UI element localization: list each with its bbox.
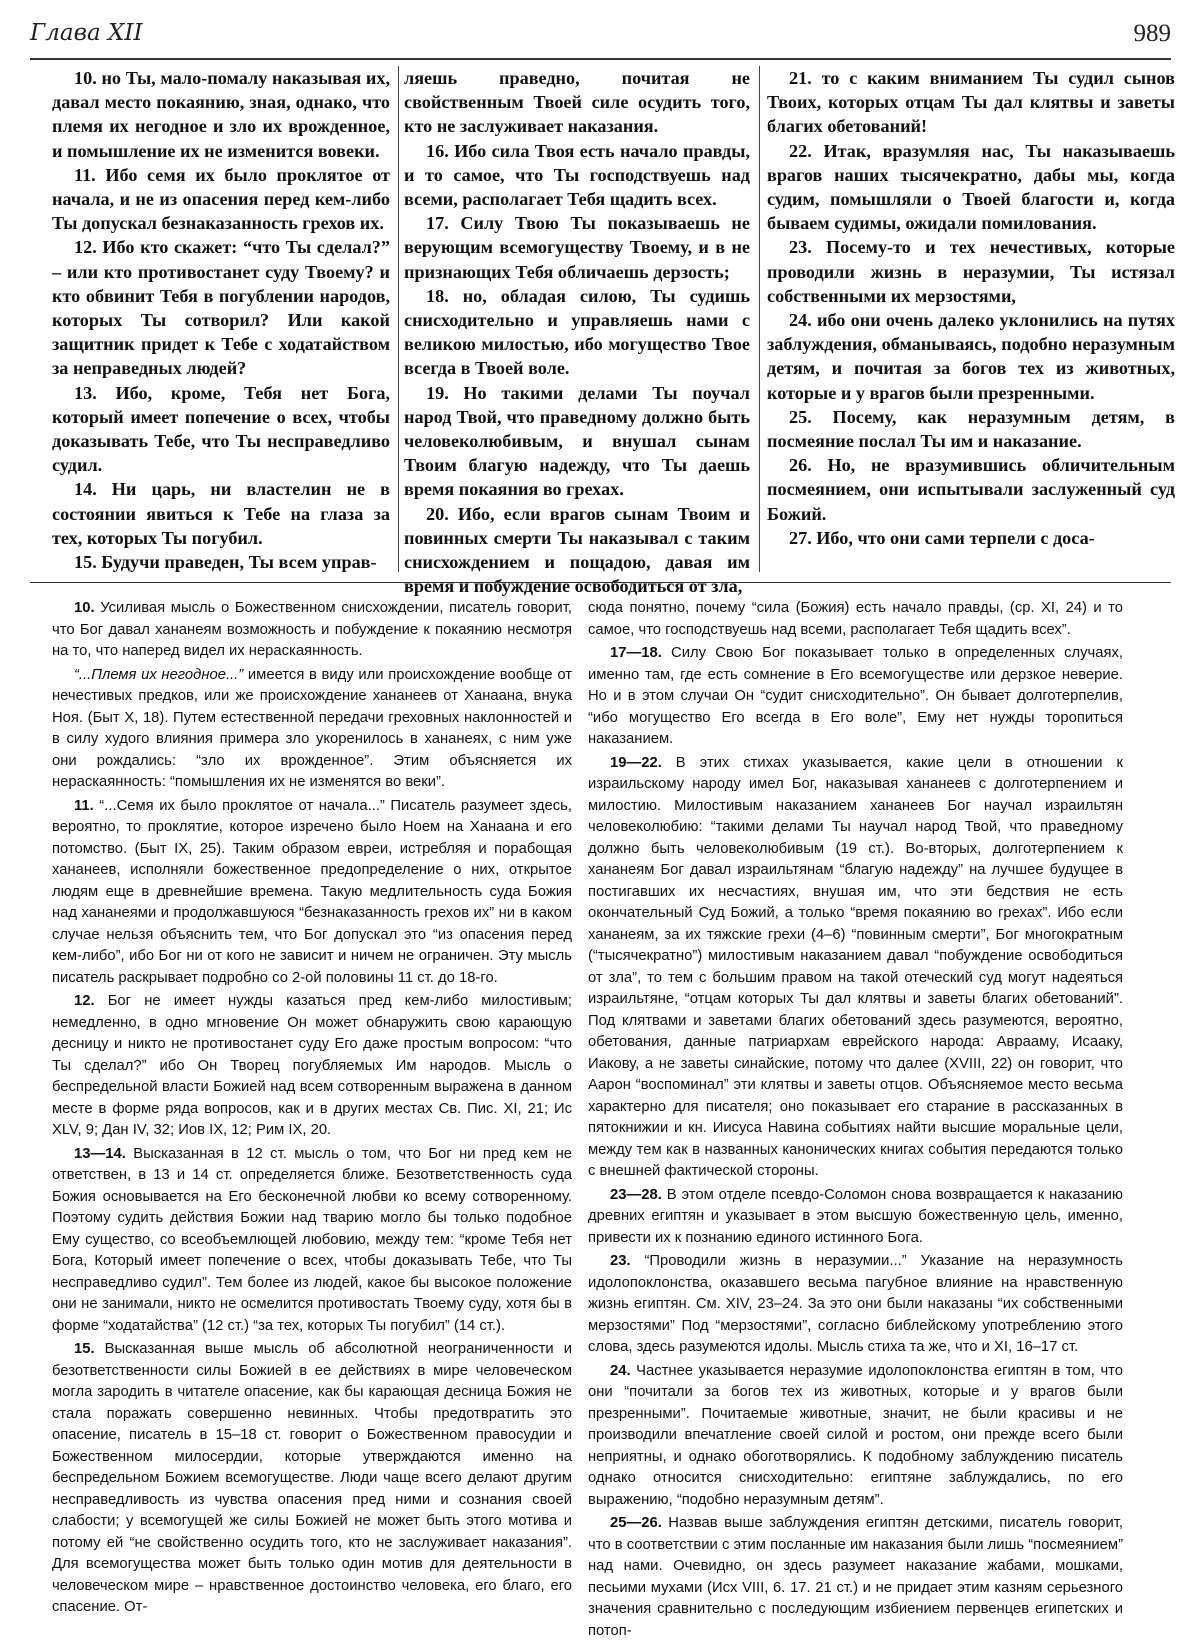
verse-reference: 15.: [74, 1341, 95, 1357]
header-rule: [30, 58, 1171, 60]
commentary-paragraph: [588, 753, 1123, 1183]
verse: 11. Ибо семя их было проклятое от начала, и не из опасения перед кем-либо Ты допускал безнаказанность грехов их.: [52, 164, 390, 234]
commentary-column-2: [588, 598, 1123, 1639]
commentary-paragraph: [52, 1144, 572, 1338]
commentary-text: Частнее указывается неразумие идолопоклонства египтян в том, что они “почитали за богов тех из животных, которые и у врагов были презренными”. Почитаемые животные, значит, не были красивы и не производили впечатление своей силой и ростом, они прежде всего были неприятны, и однако обоготворялись. К подобному заблуждению писатель однако относится снисходительно: египтяне заблуждались, по его выражению, “подобно неразумным детям”.: [588, 1362, 1123, 1508]
verse: 25. Посему, как неразумным детям, в посмеяние послал Ты им и наказание.: [767, 406, 1175, 452]
verse: 10. но Ты, мало-помалу наказывая их, давал место покаянию, зная, однако, что племя их негодное и зло их врожденное, и помышление их не изменится вовеки.: [52, 68, 390, 161]
scripture-column-3: [767, 66, 1175, 574]
column-divider: [398, 66, 399, 572]
verse-reference: 23.: [610, 1253, 631, 1269]
verse-reference: 24.: [610, 1362, 631, 1379]
verse: ляешь праведно, почитая не свойственным Твоей силе осудить того, кто не заслуживает наказания.: [404, 68, 750, 137]
verse: 26. Но, не вразумившись обличительным посмеянием, они испытывали заслуженный суд Божий.: [767, 455, 1175, 524]
verse-reference: 17—18.: [610, 645, 662, 661]
commentary-text: “...Семя их было проклятое от начала...” Писатель разумеет здесь, вероятно, то проклятие, которое изречено было Ноем на Ханаана и его потомство. (Быт IX, 25). Таким образом евреи, истребляя и порабощая хананеев, исполняли божественное предопределение о них, открытое людям еще в древнейшие времена. Такую медлительность суда Божия над хананеями и продолжавшуюся “безнаказанность грехов их” ни в каком случае нельзя объяснить тем, что Бог допускал это “из опасения перед кем-либо”, ибо Бог ни от кого не зависит и ничем не ограничен. Эту мысль писатель раскрывает подробно со 2-ой половины 11 ст. до 18-го.: [52, 797, 572, 986]
verse: 23. Посему-то и тех нечестивых, которые проводили жизнь в неразумии, Ты истязал собственными их мерзостями,: [767, 237, 1175, 306]
scripture-column-2: [404, 66, 750, 597]
verse: 27. Ибо, что они сами терпели с доса-: [789, 527, 1095, 548]
commentary-text: В этих стихах указывается, какие цели в отношении к израильскому народу имел Бог, наказывая хананеев с долготерпением и милостию. Милостивым наказанием хананеев Бог научал израильтян человеколюбию: “такими делами Ты научал народ Твой, что праведному должно быть человеколюбивым (19 ст.). Во-вторых, долготерпением к хананеям Бог давал израильтянам “благую надежду” на лучшее будущее в постигавших их несчастиях, внушая им, что эти бедствия не есть окончательный Суд Божий, а только “время покаянию во грехах”. Ибо если хананеям, за их тяжские грехи (4–6) “повинным смерти”, Бог многократным (“тысячекратно”) милостивым наказанием давал “побуждение освободиться от зла”, то тем с большим правом на такой отеческий суд могут надеяться израильтяне, “отцам которых Ты дал клятвы и заветы благих обетований”. Под клятвами и заветами благих обетований здесь разумеются, вероятно, обетования, данные патриархам еврейского народа: Аврааму, Исааку, Иакову, а не заветы синайские, потому что далее (XVIII, 22) он говорит, что Аарон “воспоминал” эти клятвы и заветы отцов. Объясняемое место весьма характерно для писателя; оно показывает его старание в рассказанных в пятокнижии и кн. Иисуса Навина событиях найти высшие моральные цели, между тем как в названных канонических книгах события передаются только с внешней фактической стороны.: [588, 754, 1123, 1179]
commentary-paragraph: [52, 665, 572, 794]
commentary-paragraph: [588, 643, 1123, 751]
verse: 15. Будучи праведен, Ты всем управ-: [74, 552, 377, 573]
commentary-text: сюда понятно, почему “сила (Божия) есть начало правды, (ср. XI, 24) и то самое, что господствуешь над всеми, располагает Тебя щадить всех”.: [588, 600, 1123, 638]
verse-reference: 23—28.: [610, 1186, 662, 1203]
page-header: [30, 20, 1171, 64]
commentary-text: В этом отделе псевдо-Соломон снова возвращается к наказанию древних египтян и указывает в этом высшую божественную цель, именно, привести их к познанию единого истинного Бога.: [588, 1186, 1123, 1246]
page-number: 989: [1133, 20, 1171, 47]
verse: 16. Ибо сила Твоя есть начало правды, и то самое, что Ты господствуешь над всеми, располагает Тебя щадить всех.: [404, 140, 750, 210]
verse: 20. Ибо, если врагов сынам Твоим и повинных смерти Ты наказывал с таким снисхождением и пощадою, давая им время и побуждение освободиться от зла,: [404, 503, 750, 597]
verse: 24. ибо они очень далеко уклонились на путях заблуждения, обманываясь, подобно неразумным детям, и почитая за богов тех из животных, которые и у врагов были презренными.: [767, 310, 1175, 403]
commentary-text: Назвав выше заблуждения египтян детскими, писатель говорит, что в соответствии с этим посланные им наказания были лишь “посмеянием” над нами. Очевидно, он здесь разумеет наказание жабами, мошками, песьими мухами (Исх VIII, 6. 17. 21 ст.) и не придает этим казням серьезного значения сравнительно с последующим избиением первенцев египетских и потоп-: [588, 1515, 1123, 1639]
verse-reference: 11.: [74, 797, 94, 814]
commentary-separator: [30, 582, 1171, 583]
commentary-text: “Проводили жизнь в неразумии...” Указание на неразумность идолопоклонства, оказавшего весьма пагубное влияние на нравственную жизнь египтян. См. XIV, 23–24. За это они были наказаны “их собственными мерзостями” Под “мерзостями”, согласно библейскому употреблению этого слова, здесь разумеются идолы. Мысль стиха та же, что и XI, 16–17 ст.: [588, 1253, 1123, 1355]
commentary-paragraph: [588, 1251, 1123, 1359]
scripture-column-1: [52, 66, 390, 574]
verse: 22. Итак, вразумляя нас, Ты наказываешь врагов наших тысячекратно, дабы мы, когда судим, помышляли о Твоей благости и, когда бываем судимы, ожидали помилования.: [767, 140, 1175, 234]
commentary-text: Высказанная выше мысль об абсолютной неограниченности и безответственности силы Божией в ее действиях в мире человеческом могла зародить в читателе опасение, как бы карающая десница Божия не стала поражать совершенно невинных. Чтобы предотвратить это опасение, писатель в 15–18 ст. говорит о Божественном правосудии и Божественном милосердии, которые утверждаются именно на беспредельном Божием всемогуществе. Люди чаще всего делают другим несправедливость из чувства опасения пред ними и сознания своей слабости; у всемогущей же силы Божией не может быть этого мотива и потому ей “не свойственно осудить того, кто не заслуживает наказания”. Для всемогущества может быть только один мотив для деятельности в человеческом мире – нравственное достоинство человека, его благо, его спасение. От-: [52, 1341, 572, 1615]
verse-reference: 13—14.: [74, 1145, 126, 1162]
commentary-paragraph: [52, 796, 572, 990]
commentary-column-1: [52, 598, 572, 1628]
commentary-paragraph: [588, 1361, 1123, 1512]
commentary-text: Усиливая мысль о Божественном снисхождении, писатель говорит, что Бог давал хананеям возможность и побуждение к покаянию несмотря на то, что наперед видел их нераскаянность.: [52, 600, 572, 659]
column-divider: [759, 66, 760, 572]
commentary-paragraph: [52, 1339, 572, 1619]
verse-reference: 25—26.: [610, 1515, 662, 1531]
verse: 18. но, обладая силою, Ты судишь снисходительно и управляешь нами с великою милостью, ибо могущество Твое всегда в Твоей воле.: [404, 285, 750, 379]
verse: 21. то с каким вниманием Ты судил сынов Твоих, которых отцам Ты дал клятвы и заветы благих обетований!: [767, 68, 1175, 137]
commentary-text: имеется в виду или происхождение вообще от нечестивых предков, или же происхождение хананеев от Ханаана, внука Ноя. (Быт X, 18). Путем естественной передачи греховных наклонностей и в силу худого влияния примера зло укоренилось в хананеях, с ним уже они рождались: “зло их врожденное”. Этим объясняется их нераскаянность: “помышления их не изменятся во веки”.: [52, 666, 573, 790]
verse: 13. Ибо, кроме, Тебя нет Бога, который имеет попечение о всех, чтобы доказывать Тебе, что Ты несправедливо судил.: [52, 382, 390, 476]
quoted-phrase: “...Племя их негодное...”: [74, 666, 244, 683]
verse-reference: 10.: [74, 600, 95, 616]
commentary-paragraph: [52, 991, 572, 1142]
verse: 12. Ибо кто скажет: “что Ты сделал?” – или кто противостанет суду Твоему? и кто обвинит Тебя в погублении народов, которых Ты сотворил? Или какой защитник придет к Тебе с ходатайством за неправедных людей?: [52, 237, 390, 379]
commentary-text: Высказанная в 12 ст. мысль о том, что Бог ни пред кем не ответствен, в 13 и 14 ст. определяется ближе. Безответственность суда Божия основывается на Его бесконечной любви ко всему сотворенному. Поэтому судить действия Божии над тварию могло бы только подобное Ему существо, со всеобъемлющей любовию, между тем: “кроме Тебя нет Бога, Который имеет попечение о всех, чтобы доказывать Тебе, что Ты несправедливо судил”. Тем более из людей, какое бы высокое положение они не занимали, никто не осмелится противостать Твоему суду, хотя бы в форме “ходатайства” (12 ст.) “за тех, которых Ты погубил” (14 ст.).: [52, 1145, 572, 1334]
verse-reference: 19—22.: [610, 754, 662, 771]
verse: 17. Силу Твою Ты показываешь не верующим всемогуществу Твоему, и в не признающих Тебя обличаешь дерзость;: [404, 213, 750, 282]
commentary-text: Бог не имеет нужды казаться пред кем-либо милостивым; немедленно, в одно мгновение Он может обнаружить свою карающую десницу и никто не противостанет суду Его даже простым вопросом: “что Ты сделал?” ибо Он Творец погубляемых Им народов. Мысль о беспредельной власти Божией над всем сотворенным выражена в данном месте в форме ряда вопросов, как и в других местах Св. Пис. XI, 21; Ис XLV, 9; Дан IV, 32; Иов IX, 12; Рим IX, 20.: [52, 993, 572, 1138]
commentary-paragraph: [588, 598, 1123, 641]
commentary-paragraph: [588, 1513, 1123, 1642]
verse: 14. Ни царь, ни властелин не в состоянии явиться к Тебе на глаза за тех, которых Ты погубил.: [52, 479, 390, 548]
scripture-text: [52, 66, 1177, 597]
commentary-text: Силу Свою Бог показывает только в определенных случаях, именно там, где есть сомнение в Его всемогуществе или дерзкое неверие. Но и в этом случаи Он “судит снисходительно”. Он бывает долготерпелив, “ибо могущество Его всегда в Его воле”, Ему нет нужды торопиться наказанием.: [588, 645, 1123, 747]
chapter-title: Глава XII: [30, 20, 143, 46]
verse: 19. Но такими делами Ты поучал народ Твой, что праведному должно быть человеколюбивым, и внушал сынам Твоим благую надежду, что Ты даешь время покаяния во грехах.: [404, 382, 750, 500]
verse-reference: 12.: [74, 993, 95, 1009]
commentary-paragraph: [588, 1185, 1123, 1250]
commentary-paragraph: [52, 598, 572, 663]
